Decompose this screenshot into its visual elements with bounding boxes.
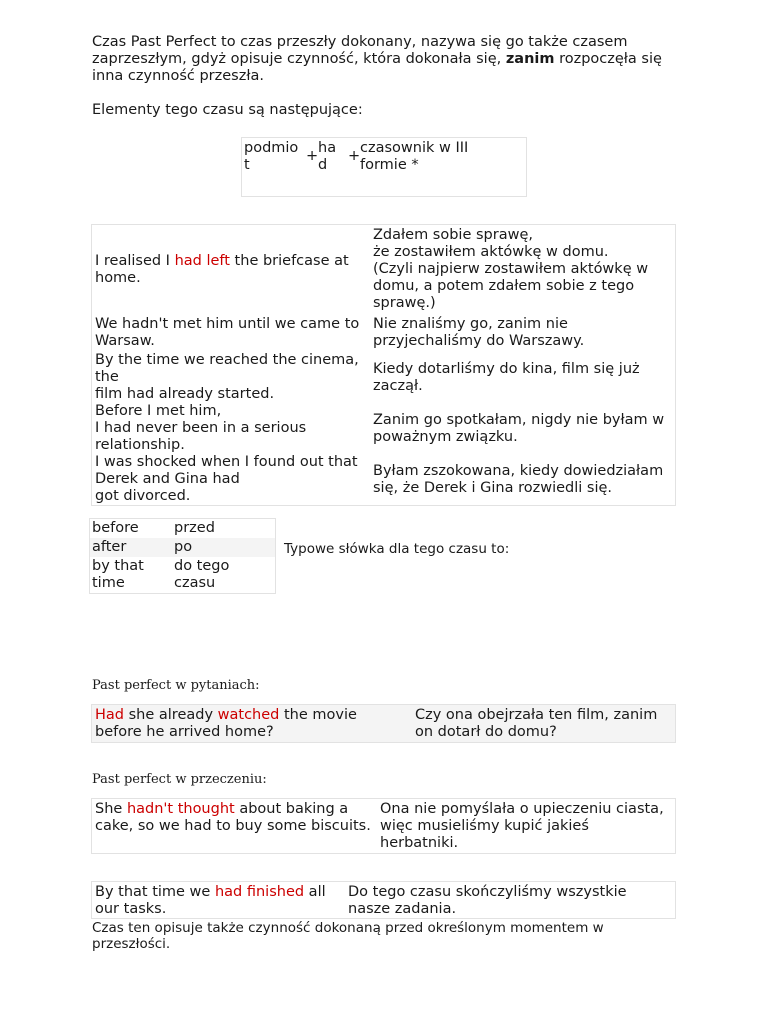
example-polish: Zdałem sobie sprawę, że zostawiłem aktówkę w domu. (Czyli najpierw zostawiłem aktówkę w domu, a potem zdałem sobie z tego sprawę.) bbox=[373, 227, 649, 311]
example-english bbox=[92, 403, 371, 454]
vocab-english: after bbox=[92, 539, 127, 555]
closing-note: Czas ten opisuje także czynność dokonaną przed określonym momentem w przeszłości. bbox=[92, 920, 604, 952]
last-en bbox=[95, 884, 345, 918]
intro-bold-word: zanim bbox=[505, 51, 555, 67]
negation-text-end: about baking a cake, so we had to buy some biscuits. bbox=[95, 801, 371, 834]
example-english-text: Before I met him, I had never been in a serious relationship. bbox=[95, 403, 307, 453]
highlight-had: Had bbox=[95, 707, 124, 723]
example-english-text: We hadn't met him until we came to Warsaw. bbox=[95, 316, 360, 349]
example-english-text-end: the briefcase at home. bbox=[95, 252, 349, 286]
question-text: she already bbox=[124, 707, 218, 723]
formula-plus: + bbox=[306, 148, 319, 164]
last-text: By that time we bbox=[95, 884, 215, 900]
question-en bbox=[95, 707, 405, 741]
vocab-row bbox=[90, 519, 276, 539]
by-that-time-example bbox=[91, 881, 676, 919]
example-row bbox=[92, 314, 676, 352]
example-english bbox=[92, 314, 371, 352]
negation-pl: Ona nie pomyślała o upieczeniu ciasta, więc musieliśmy kupić jakieś herbatniki. bbox=[380, 801, 664, 851]
formula-subject: podmiot bbox=[244, 140, 299, 173]
negation-heading: Past perfect w przeczeniu: bbox=[92, 772, 267, 787]
example-row bbox=[92, 454, 676, 506]
questions-heading: Past perfect w pytaniach: bbox=[92, 678, 260, 693]
negation-example bbox=[91, 798, 676, 854]
vocab-polish: przed bbox=[174, 520, 215, 536]
negation-en bbox=[95, 801, 373, 835]
elements-heading: Elementy tego czasu są następujące: bbox=[92, 102, 363, 118]
vocab-english: before bbox=[92, 520, 139, 536]
last-text-end: all our tasks. bbox=[95, 884, 326, 917]
vocab-table bbox=[89, 518, 276, 594]
vocab-english: by that time bbox=[92, 558, 144, 591]
formula-had: had bbox=[318, 140, 337, 173]
vocab-row bbox=[90, 557, 276, 594]
example-row bbox=[92, 403, 676, 454]
example-highlight: had left bbox=[174, 252, 230, 269]
last-pl: Do tego czasu skończyliśmy wszystkie nasze zadania. bbox=[348, 884, 627, 917]
highlight-hadnt-thought: hadn't thought bbox=[126, 801, 235, 817]
highlight-watched: watched bbox=[217, 707, 280, 723]
vocab-caption: Typowe słówka dla tego czasu to: bbox=[284, 541, 510, 557]
formula-plus: + bbox=[348, 148, 361, 164]
intro-text-end: rozpoczęła się inna czynność przeszła. bbox=[92, 51, 662, 84]
vocab-polish: do tego czasu bbox=[174, 558, 230, 591]
vocab-row bbox=[90, 538, 276, 557]
question-text-end: the movie before he arrived home? bbox=[95, 707, 357, 740]
formula-box bbox=[241, 137, 527, 197]
example-polish: Kiedy dotarliśmy do kina, film się już zaczął. bbox=[373, 360, 640, 394]
vocab-polish: po bbox=[174, 539, 193, 555]
example-english-text: I realised I bbox=[95, 252, 175, 269]
highlight-had-finished: had finished bbox=[214, 884, 305, 900]
example-polish: Nie znaliśmy go, zanim nie przyjechaliśmy do Warszawy. bbox=[373, 316, 585, 349]
negation-text: She bbox=[95, 801, 127, 817]
example-english bbox=[92, 225, 371, 315]
example-polish: Zanim go spotkałam, nigdy nie byłam w poważnym związku. bbox=[373, 411, 665, 445]
intro-text: Czas Past Perfect to czas przeszły dokonany, nazywa się go także czasem zaprzeszłym, gdyż opisuje czynność, która dokonała się, bbox=[92, 34, 628, 67]
example-english bbox=[92, 352, 371, 403]
example-english-text: I was shocked when I found out that Derek and Gina had got divorced. bbox=[95, 454, 358, 504]
example-row bbox=[92, 225, 676, 315]
formula-verb: czasownik w III formie * bbox=[360, 140, 469, 173]
example-row bbox=[92, 352, 676, 403]
examples-table bbox=[91, 224, 676, 506]
question-example bbox=[91, 704, 676, 743]
example-english bbox=[92, 454, 371, 506]
question-pl: Czy ona obejrzała ten film, zanim on dotarł do domu? bbox=[415, 707, 658, 740]
example-english-text: By the time we reached the cinema, the film had already started. bbox=[95, 352, 359, 402]
intro-paragraph bbox=[92, 34, 692, 85]
example-polish: Byłam zszokowana, kiedy dowiedziałam się, że Derek i Gina rozwiedli się. bbox=[373, 462, 664, 496]
